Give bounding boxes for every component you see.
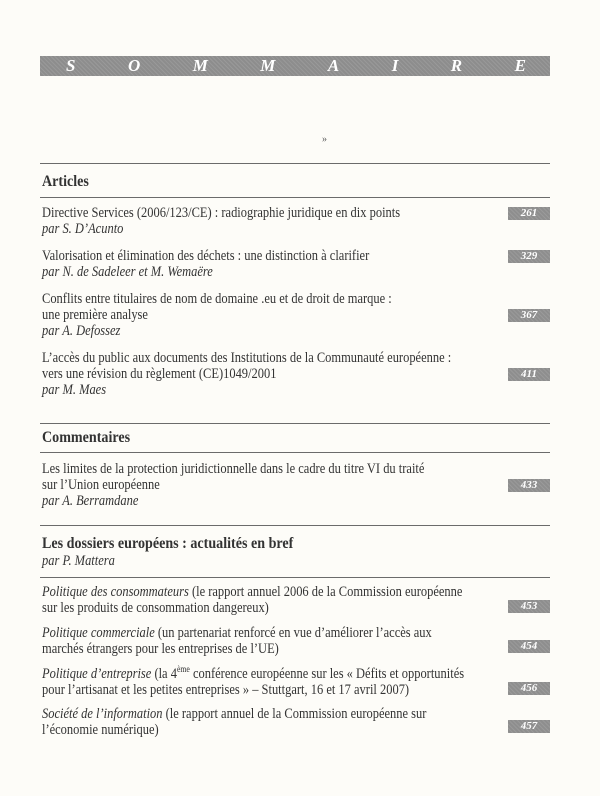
banner-letter: O: [127, 56, 141, 75]
banner-letter: M: [192, 56, 208, 75]
banner-letter: S: [66, 56, 76, 75]
toc-entry[interactable]: [42, 248, 369, 280]
page-number-badge[interactable]: 367: [508, 309, 550, 322]
entry-title: (un partenariat renforcé en vue d’améliorer l’accès aux: [154, 625, 432, 641]
entry-title: vers une révision du règlement (CE)1049/2001: [42, 366, 277, 382]
entry-title: Les limites de la protection juridictionnelle dans le cadre du titre VI du traité: [42, 461, 425, 477]
entry-title: l’économie numérique): [42, 722, 159, 738]
toc-entry[interactable]: [42, 706, 426, 738]
divider: [40, 452, 550, 453]
toc-entry[interactable]: [42, 625, 432, 657]
toc-entry[interactable]: [42, 205, 400, 237]
page-number-badge[interactable]: 433: [508, 479, 550, 492]
entry-title: conférence européenne sur les « Défits et opportunités: [189, 666, 465, 682]
entry-author: par A. Defossez: [42, 323, 121, 339]
decorative-mark: »: [322, 134, 327, 145]
entry-title: une première analyse: [42, 307, 148, 323]
divider: [40, 163, 550, 164]
entry-author: par A. Berramdane: [42, 493, 139, 509]
banner-letter: I: [391, 56, 399, 75]
section-editor: par P. Mattera: [42, 553, 115, 569]
banner-letter: M: [260, 56, 276, 75]
page-number-badge[interactable]: 456: [508, 682, 550, 695]
page-number-badge[interactable]: 457: [508, 720, 550, 733]
page-number-badge[interactable]: 411: [508, 368, 550, 381]
toc-entry[interactable]: [42, 291, 392, 339]
entry-title: (la 4: [151, 666, 177, 682]
entry-topic: Politique des consommateurs: [42, 584, 189, 600]
sommaire-banner: [40, 56, 550, 76]
entry-title: marchés étrangers pour les entreprises de l’UE): [42, 641, 279, 657]
section-title-dossiers: Les dossiers européens : actualités en bref: [42, 535, 294, 552]
toc-entry[interactable]: [42, 350, 451, 398]
entry-title: sur les produits de consommation dangereux): [42, 600, 269, 616]
section-title-articles: Articles: [42, 173, 89, 190]
toc-entry[interactable]: [42, 584, 462, 616]
toc-entry[interactable]: [42, 461, 424, 509]
divider: [40, 197, 550, 198]
divider: [40, 525, 550, 526]
page-number-badge[interactable]: 261: [508, 207, 550, 220]
divider: [40, 577, 550, 578]
superscript: ème: [176, 664, 190, 675]
entry-title: sur l’Union européenne: [42, 477, 160, 493]
entry-topic: Politique commerciale: [42, 625, 155, 641]
entry-author: par S. D’Acunto: [42, 221, 124, 237]
entry-author: par M. Maes: [42, 382, 107, 398]
entry-title: Conflits entre titulaires de nom de domaine .eu et de droit de marque :: [42, 291, 392, 307]
entry-topic: Société de l’information: [42, 706, 163, 722]
entry-author: par N. de Sadeleer et M. Wemaëre: [42, 264, 213, 280]
section-title-commentaires: Commentaires: [42, 429, 131, 446]
entry-title: L’accès du public aux documents des Institutions de la Communauté européenne :: [42, 350, 452, 366]
toc-entry[interactable]: [42, 666, 464, 698]
entry-title: Valorisation et élimination des déchets : une distinction à clarifier: [42, 248, 370, 264]
banner-letter: R: [450, 56, 463, 75]
page-number-badge[interactable]: 453: [508, 600, 550, 613]
entry-topic: Politique d’entreprise: [42, 666, 152, 682]
banner-letter: A: [327, 56, 340, 75]
page-number-badge[interactable]: 329: [508, 250, 550, 263]
banner-letter: E: [514, 56, 526, 75]
entry-title: (le rapport annuel 2006 de la Commission européenne: [188, 584, 463, 600]
entry-title: Directive Services (2006/123/CE) : radiographie juridique en dix points: [42, 205, 401, 221]
entry-title: pour l’artisanat et les petites entreprises » – Stuttgart, 16 et 17 avril 2007): [42, 682, 410, 698]
page-number-badge[interactable]: 454: [508, 640, 550, 653]
divider: [40, 423, 550, 424]
entry-title: (le rapport annuel de la Commission européenne sur: [162, 706, 427, 722]
